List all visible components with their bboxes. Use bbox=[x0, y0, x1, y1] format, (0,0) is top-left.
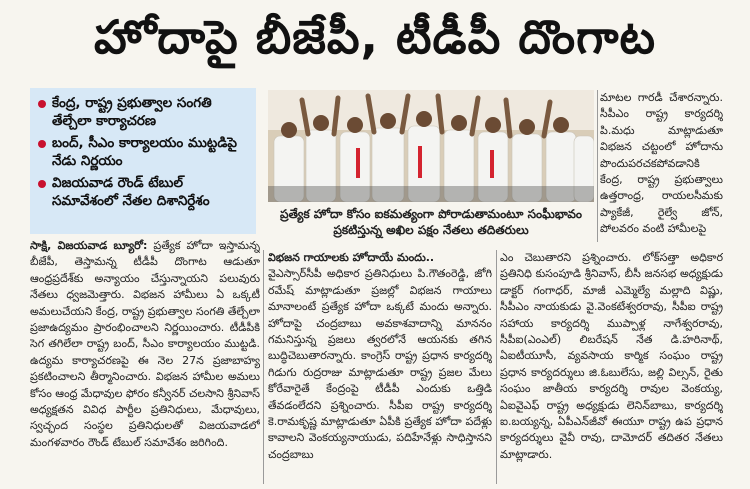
highlights-box bbox=[30, 88, 256, 234]
column-2 bbox=[268, 250, 492, 484]
bullet-icon bbox=[38, 180, 46, 188]
bullet-icon bbox=[38, 140, 46, 148]
highlight-item bbox=[38, 94, 248, 130]
photo-caption: ప్రత్యేక హోదా కోసం ఐకమత్యంగా పోరాడుతామంటూ సంఘీభావం ప్రకటిస్తున్న అఖిల పక్షం నేతలు తదితరులు bbox=[280, 207, 582, 237]
column-divider bbox=[597, 90, 598, 242]
highlight-text: కేంద్ర, రాష్ట్ర ప్రభుత్వాల సంగతి తేల్చేలా కార్యాచరణ bbox=[52, 95, 212, 129]
highlight-item bbox=[38, 134, 248, 170]
highlight-text: బంద్, సీఎం కార్యాలయం ముట్టడిపై నేడు నిర్ణయం bbox=[52, 135, 237, 169]
group-photo bbox=[268, 90, 594, 202]
dateline: సాక్షి, విజయవాడ బ్యూరో: bbox=[30, 239, 148, 252]
column-divider bbox=[263, 250, 264, 484]
subheading: విభజన గాయాలకు హోదాయే మందు.. bbox=[268, 251, 435, 264]
article-text: ప్రత్యేక హోదా ఇస్తామన్న బీజేపీ, తెస్తామన్న టీడీపీ దొంగాట ఆడుతూ ఆంధ్రప్రదేశ్‌కు అన్యాయం చేస్తున్నాయని పలువురు నేతలు ధ్వజమెత్తారు. విభజన హామీలు ఏ ఒక్కటీ అమలుచేయని కేంద్ర, రాష్ట్ర ప్రభుత్వాల సంగతి తేల్చేలా ప్రజాఉద్యమం ప్రారంభించాలని నిర్ణయించారు. టీడీపీకి సెగ తగిలేలా రాష్ట్ర బంద్, సీఎం కార్యాలయం ముట్టడి. ఉద్యమ కార్యాచరణపై ఈ నెల 27న ప్రజాబాహ్య ప్రకటించాలని తీర్మానించారు. విభజన హామీల అమలు కోసం ఆంధ్ర మేధావుల ఫోరం కన్వీనర్ చలసాని శ్రీనివాస్ అధ్యక్షతన వివిధ పార్టీల ప్రతినిధులు, మేధావులు, స్వచ్ఛంద సంస్థల ప్రతినిధులతో విజయవాడలో మంగళవారం రౌండ్ టేబుల్ సమావేశం జరిగింది. bbox=[30, 239, 260, 449]
column-divider bbox=[496, 250, 497, 484]
article-paragraph: ఎం చెబుతారని ప్రశ్నించారు. లోక్‌సత్తా అధికార ప్రతినిధి కుసంపూడి శ్రీనివాస్, బీసీ జనసభ అధ్యక్షుడు డాక్టర్ గంగాధర్, మాజీ ఎమ్మెల్యే మల్లాది విష్ణు, సీపీఎం నాయకుడు వై.వెంకటేశ్వరరావు, సీపీఐ రాష్ట్ర సహాయ కార్యదర్శి ముప్పాళ్ల నాగేశ్వరరావు, సీపీఐ(ఎంఎల్) లిబరేషన్ నేత డి.హరినాథ్, ఏఐటీయూసీ, వ్యవసాయ కార్మిక సంఘం రాష్ట్ర ప్రధాన కార్యదర్శులు జి.ఓబులేసు, జల్లి విల్సన్, రైతు సంఘం జాతీయ కార్యదర్శి రావుల వెంకయ్య, ఏఐవైఎఫ్ రాష్ట్ర అధ్యక్షుడు లెనిన్‌బాబు, కార్యదర్శి ఐ.బయ్యన్న, ఏపీఎన్‌జీవో ఈయూ రాష్ట్ర ఉప ప్రధాన కార్యదర్శులు వైవీ రావు, దామోదర్ తదితర నేతలు మాట్లాడారు. bbox=[500, 251, 723, 461]
article-paragraph bbox=[30, 238, 260, 451]
column-3 bbox=[500, 250, 723, 484]
article-paragraph: వైఎస్సార్‌సీపీ అధికార ప్రతినిధులు పి.గౌతంరెడ్డి, జోగి రమేష్ మాట్లాడుతూ ప్రజల్లో విభజన గాయాలు మానాలంటే ప్రత్యేక హోదా ఒక్కటే మందు అన్నారు. హోదాపై చంద్రబాబు అవకాశవాదాన్ని మాననం గమనిస్తున్న ప్రజలు త్వరలోనే ఆయనకు తగిన బుద్ధిచెబుతారన్నారు. కాంగ్రెస్ రాష్ట్ర ప్రధాన కార్యదర్శి గిడుగు రుద్రరాజు మాట్లాడుతూ రాష్ట్ర ప్రజల మేలు కోరేవారైతే కేంద్రంపై టీడీపీ ఎందుకు ఒత్తిడి తేవడంలేదని ప్రశ్నించారు. సీపీఐ రాష్ట్ర కార్యదర్శి కె.రామకృష్ణ మాట్లాడుతూ ఏపీకి ప్రత్యేక హోదా పదేళ్లు కావాలని వెంకయ్యనాయుడు, పదిహేనేళ్లు సాధిస్తానని చంద్రబాబు bbox=[268, 267, 492, 461]
right-column-text bbox=[600, 90, 723, 240]
highlight-item bbox=[38, 174, 248, 210]
highlight-text: విజయవాడ రౌండ్ టేబుల్ సమావేశంలో నేతల దిశానిర్దేశం bbox=[52, 175, 210, 209]
column-1 bbox=[30, 238, 260, 484]
article-paragraph: మాటల గారడీ చేశారన్నారు. సీపీఎం రాష్ట్ర కార్యదర్శి పి.మధు మాట్లాడుతూ విభజన చట్టంలో హోదాను పొందుపరచకపోవడానికి కేంద్ర, రాష్ట్ర ప్రభుత్వాలు ఉత్తరాంధ్ర, రాయలసీమకు ప్యాకేజీ, రైల్వే జోన్, పోలవరం వంటి హామీలపై bbox=[600, 91, 723, 236]
bullet-icon bbox=[38, 100, 46, 108]
headline: హోదాపై బీజేపీ, టీడీపీ దొంగాట bbox=[93, 10, 657, 64]
